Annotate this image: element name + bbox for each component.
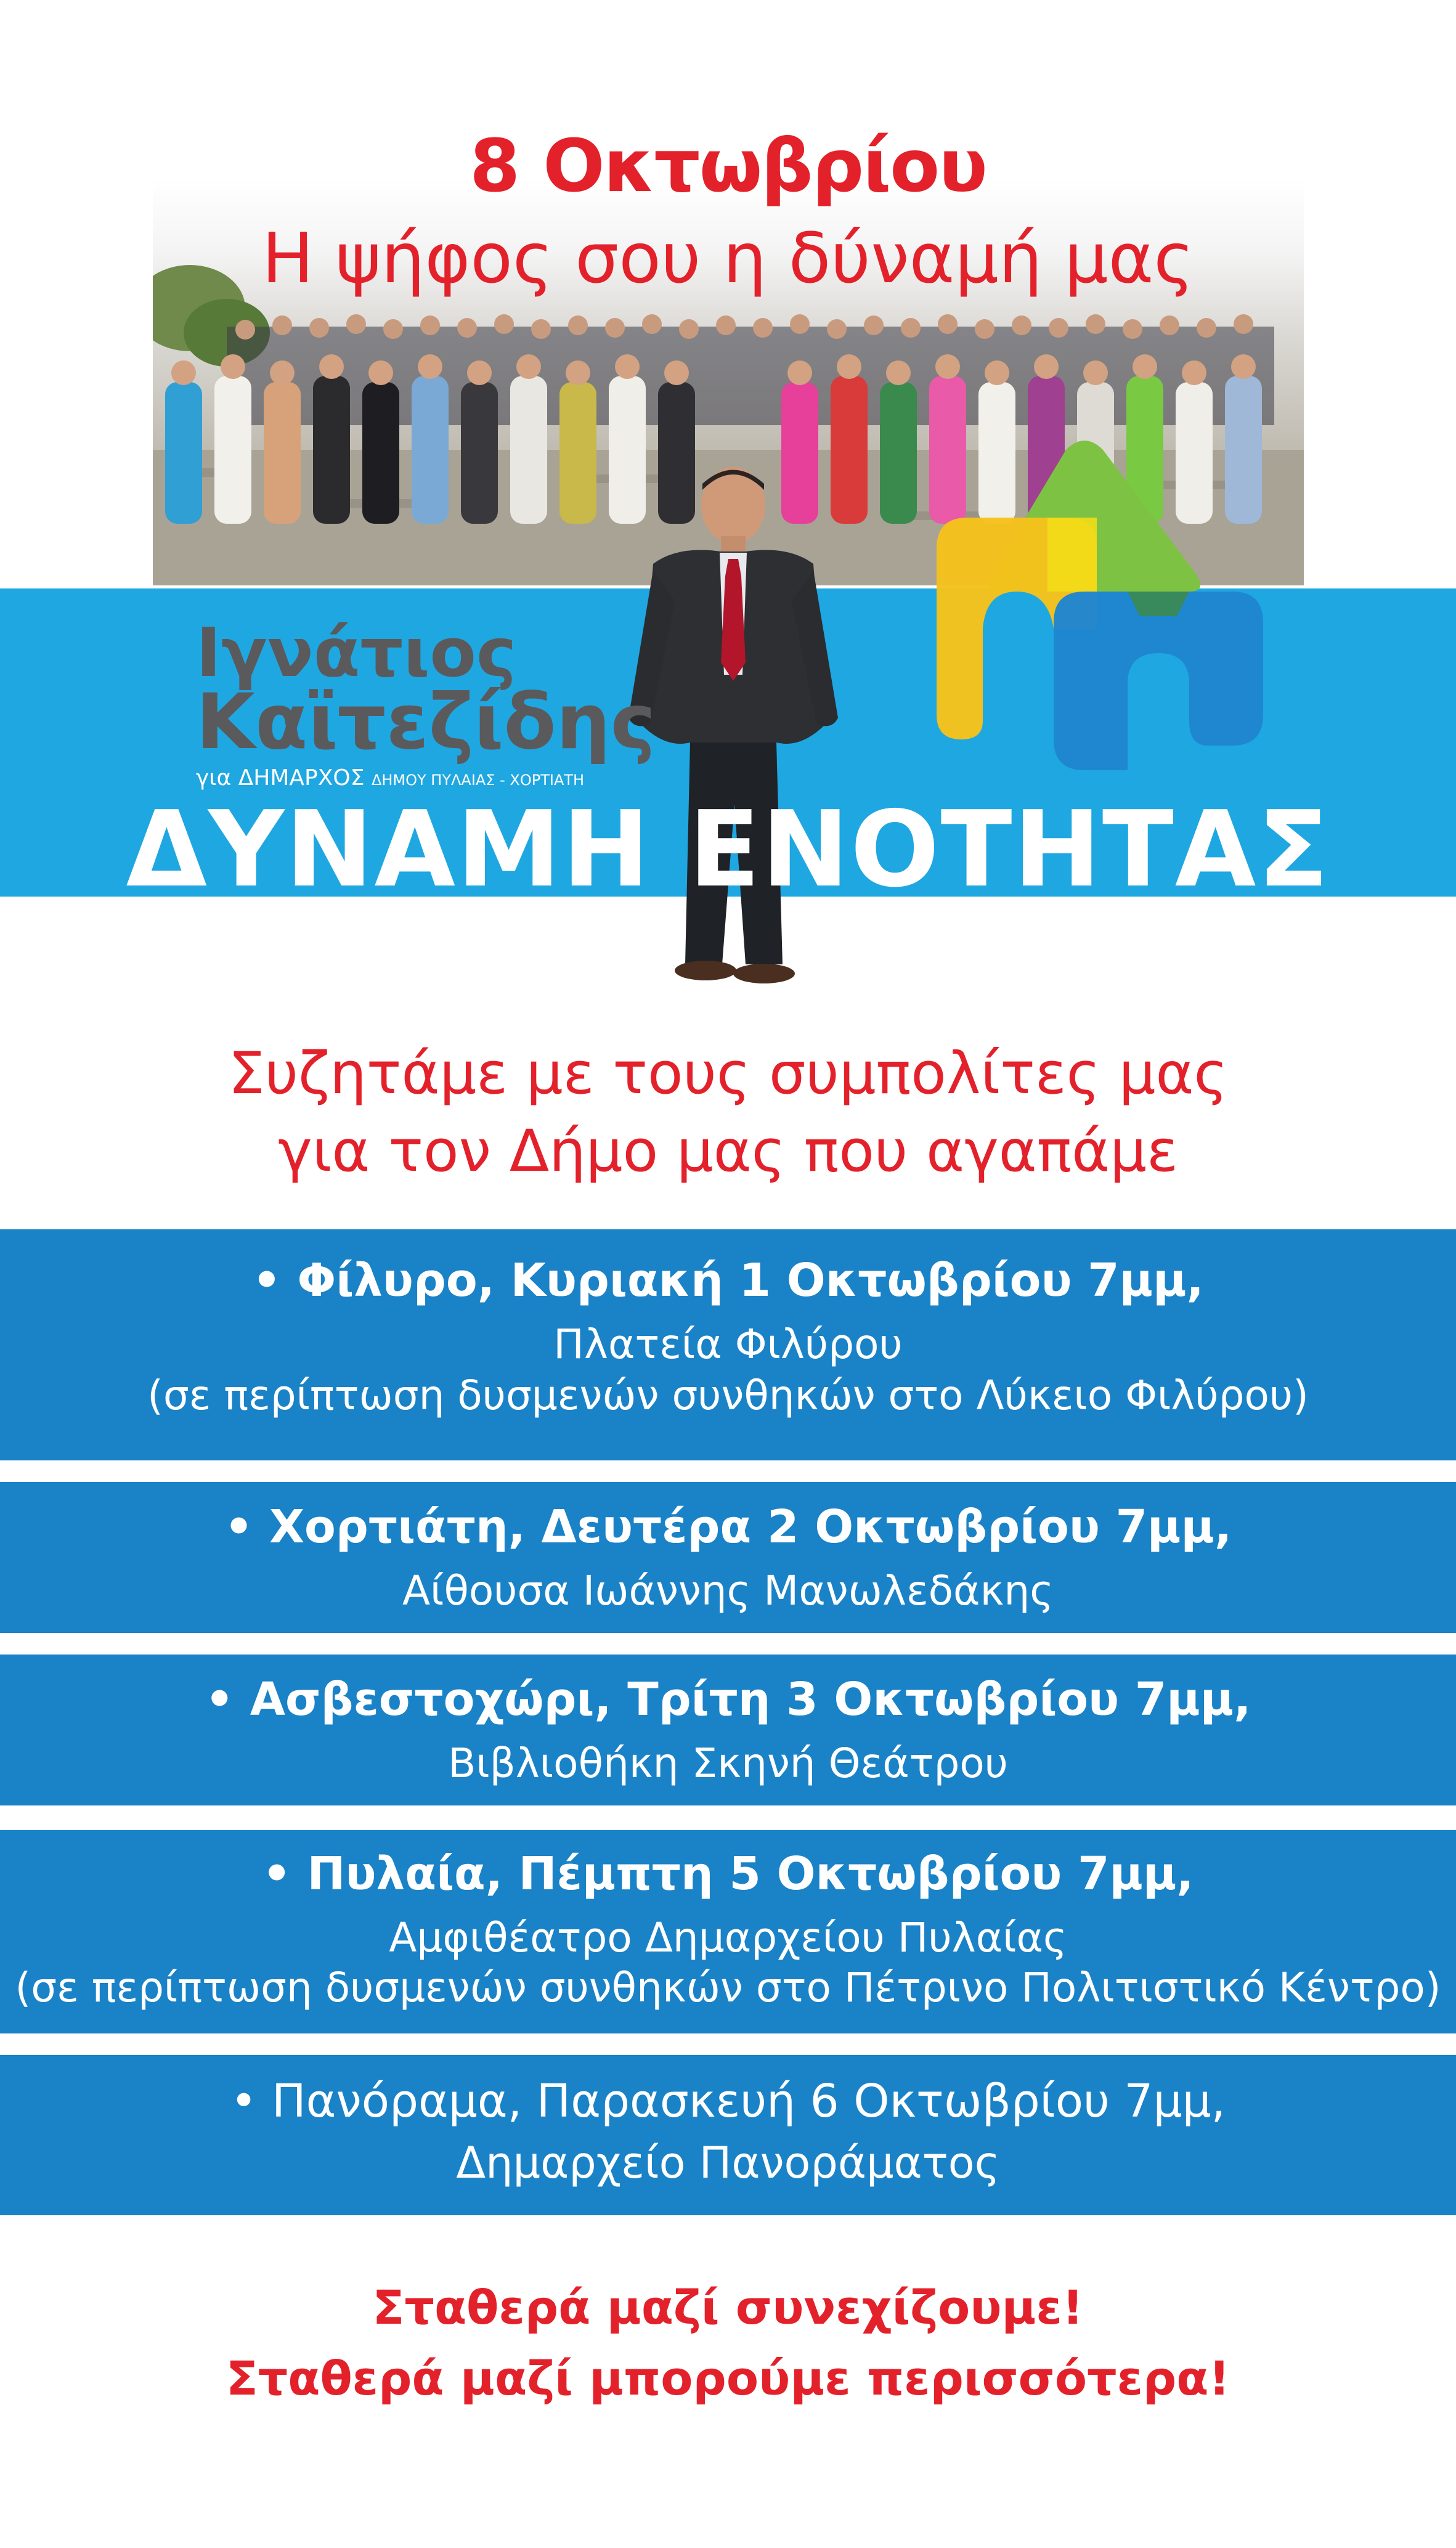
closing-line-1: Σταθερά μαζί συνεχίζουμε!: [372, 2280, 1084, 2335]
event-note: (σε περίπτωση δυσμενών συνθηκών στο Λύκειο Φιλύρου): [147, 1372, 1309, 1419]
event-box: [0, 1830, 1456, 2033]
event-title: • Χορτιάτη, Δευτέρα 2 Οκτωβρίου 7μμ,: [224, 1500, 1232, 1553]
event-title: • Ασβεστοχώρι, Τρίτη 3 Οκτωβρίου 7μμ,: [205, 1673, 1251, 1726]
event-title: • Πυλαία, Πέμπτη 5 Οκτωβρίου 7μμ,: [262, 1847, 1194, 1900]
event-venue: Βιβλιοθήκη Σκηνή Θεάτρου: [448, 1740, 1008, 1787]
role-suffix: ΔΗΜΟΥ ΠΥΛΑΙΑΣ - ΧΟΡΤΙΑΤΗ: [371, 771, 585, 789]
invitation-text: [0, 1035, 1456, 1191]
candidate-role: [196, 765, 584, 791]
event-box: [0, 1229, 1456, 1460]
event-title: • Φίλυρο, Κυριακή 1 Οκτωβρίου 7μμ,: [252, 1254, 1204, 1307]
role-prefix: για ΔΗΜΑΡΧΟΣ: [196, 765, 365, 791]
event-venue: Πλατεία Φιλύρου: [553, 1321, 903, 1368]
candidate-first-name: Ιγνάτιος: [196, 613, 517, 692]
event-box: [0, 2055, 1456, 2215]
event-venue: Αμφιθέατρο Δημαρχείου Πυλαίας: [389, 1914, 1067, 1961]
party-name: ΔΥΝΑΜΗ ΕΝΟΤΗΤΑΣ: [126, 789, 1330, 911]
date-heading: 8 Οκτωβρίου: [470, 123, 986, 208]
event-box: [0, 1655, 1456, 1805]
event-venue: Δημαρχείο Πανοράματος: [456, 2138, 1000, 2188]
event-box: [0, 1482, 1456, 1633]
party-logo: [924, 425, 1269, 770]
invitation-line-2: για τον Δήμο μας που αγαπάμε: [278, 1118, 1178, 1185]
slogan-heading: Η ψήφος σου η δύναμή μας: [261, 219, 1195, 299]
event-title: • Πανόραμα, Παρασκευή 6 Οκτωβρίου 7μμ,: [230, 2075, 1226, 2128]
event-note: (σε περίπτωση δυσμενών συνθηκών στο Πέτρινο Πολιτιστικό Κέντρο): [15, 1964, 1441, 2011]
candidate-last-name: Καϊτεζίδης: [196, 678, 656, 767]
closing-line-2: Σταθερά μαζί μπορούμε περισσότερα!: [226, 2351, 1230, 2406]
invitation-line-1: Συζητάμε με τους συμπολίτες μας: [228, 1040, 1228, 1107]
event-venue: Αίθουσα Ιωάννης Μανωλεδάκης: [402, 1567, 1054, 1614]
